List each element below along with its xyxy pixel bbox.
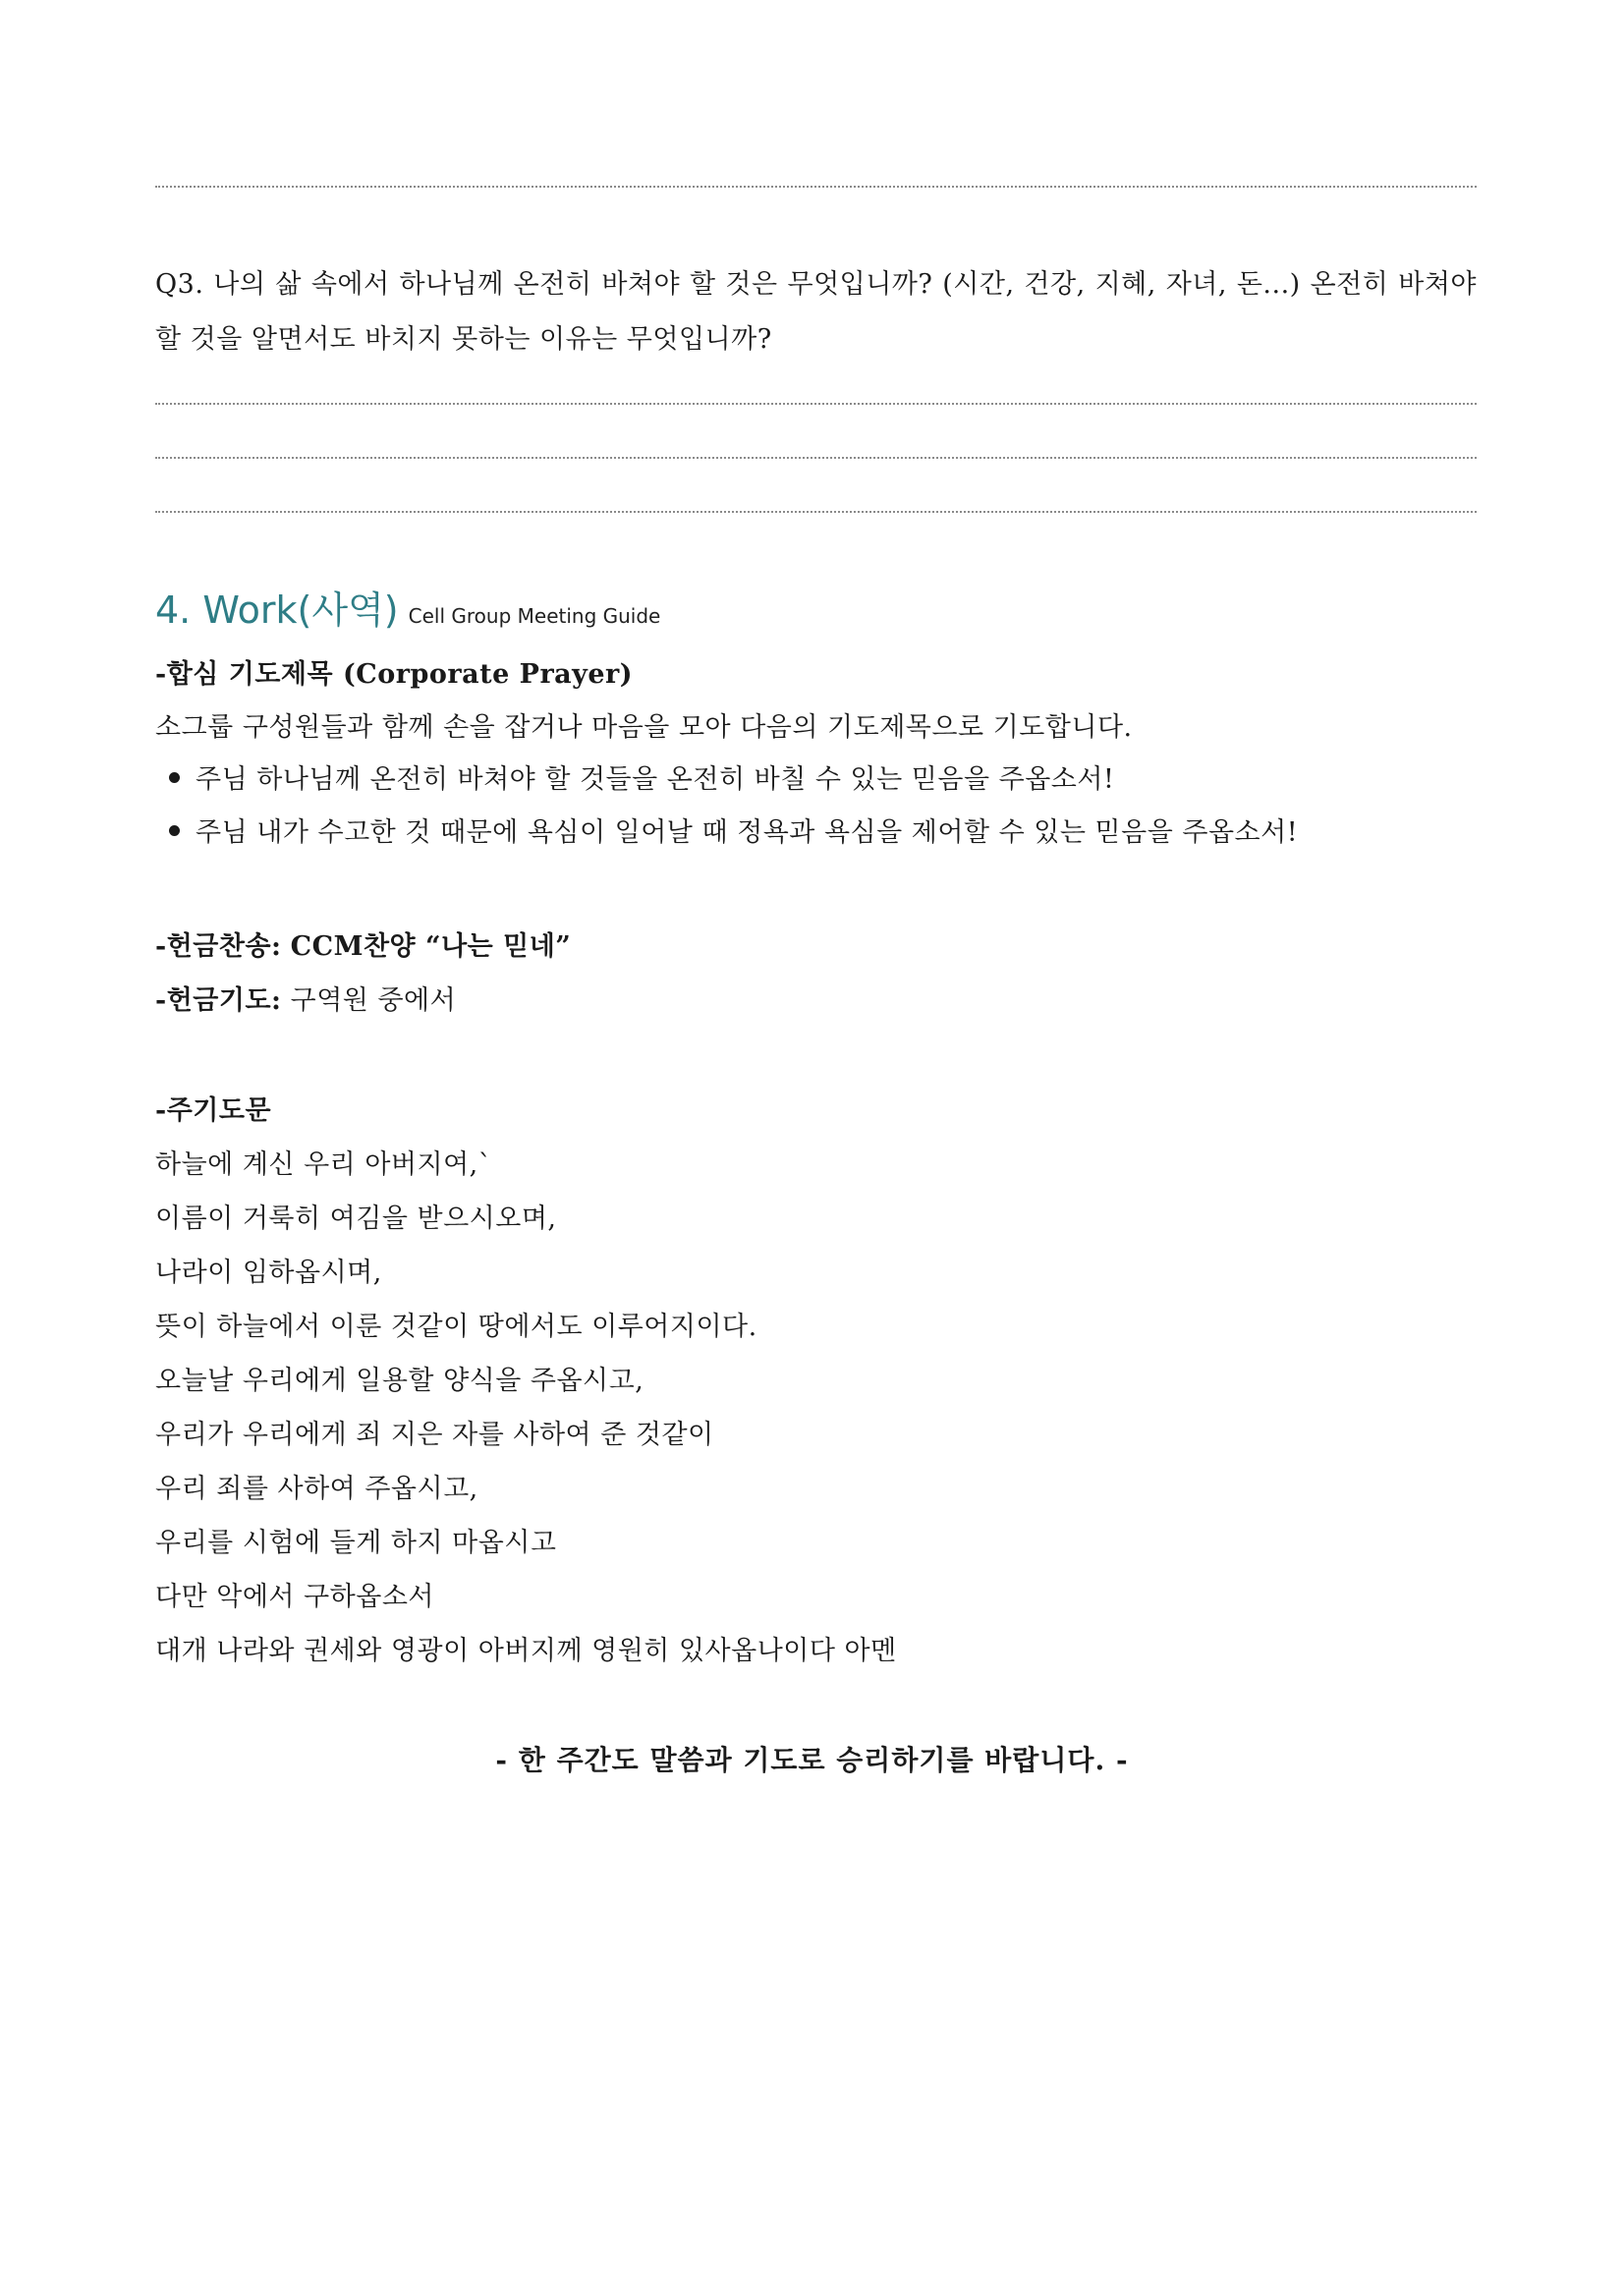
prayer-item	[169, 757, 1114, 796]
lords-prayer-line: 우리를 시험에 들게 하지 마옵시고	[155, 1528, 557, 1558]
bullet-icon	[169, 772, 180, 783]
lords-prayer-line: 나라이 임하옵시며,	[155, 1258, 382, 1288]
offering-prayer-label: -헌금기도:	[155, 985, 282, 1016]
offering-hymn-value: CCM찬양 “나는 믿네”	[290, 931, 572, 962]
answer-line	[155, 511, 1477, 513]
prayer-item-text: 주님 하나님께 온전히 바쳐야 할 것들을 온전히 바칠 수 있는 믿음을 주옵소서!	[196, 764, 1115, 795]
section-subtitle: Cell Group Meeting Guide	[408, 604, 661, 628]
closing-message: - 한 주간도 말씀과 기도로 승리하기를 바랍니다. -	[495, 1744, 1129, 1776]
answer-line	[155, 457, 1477, 459]
offering-prayer-value: 구역원 중에서	[290, 985, 457, 1016]
question-3: Q3. 나의 삶 속에서 하나님께 온전히 바쳐야 할 것은 무엇입니까? (시간, 건강, 지혜, 자녀, 돈...) 온전히 바쳐야 할 것을 알면서도 바치지 못하는 이유는 무엇입니까?	[155, 269, 1477, 355]
answer-line	[155, 403, 1477, 405]
lords-prayer-line: 우리가 우리에게 죄 지은 자를 사하여 준 것같이	[155, 1420, 714, 1450]
lords-prayer-line: 오늘날 우리에게 일용할 양식을 주옵시고,	[155, 1366, 644, 1396]
lords-prayer-heading: -주기도문	[155, 1095, 272, 1126]
section-title: 4. Work(사역)	[155, 588, 399, 632]
answer-line	[155, 186, 1477, 188]
offering-prayer	[155, 979, 456, 1017]
prayer-item	[169, 811, 1298, 849]
lords-prayer-line: 이름이 거룩히 여김을 받으시오며,	[155, 1204, 557, 1234]
lords-prayer-line: 다만 악에서 구하옵소서	[155, 1582, 434, 1612]
lords-prayer-line: 대개 나라와 권세와 영광이 아버지께 영원히 있사옵나이다 아멘	[155, 1636, 897, 1666]
bullet-icon	[169, 825, 180, 836]
offering-hymn	[155, 924, 571, 963]
offering-hymn-label: -헌금찬송:	[155, 931, 282, 962]
prayer-item-text: 주님 내가 수고한 것 때문에 욕심이 일어날 때 정욕과 욕심을 제어할 수 있는 믿음을 주옵소서!	[196, 817, 1299, 848]
section-heading	[155, 580, 660, 634]
prayer-heading: -합심 기도제목 (Corporate Prayer)	[155, 659, 634, 690]
prayer-intro: 소그룹 구성원들과 함께 손을 잡거나 마음을 모아 다음의 기도제목으로 기도합니다.	[155, 712, 1133, 743]
lords-prayer-line: 우리 죄를 사하여 주옵시고,	[155, 1474, 478, 1504]
lords-prayer-line: 하늘에 계신 우리 아버지여,`	[155, 1149, 492, 1180]
lords-prayer-line: 뜻이 하늘에서 이룬 것같이 땅에서도 이루어지이다.	[155, 1312, 757, 1342]
